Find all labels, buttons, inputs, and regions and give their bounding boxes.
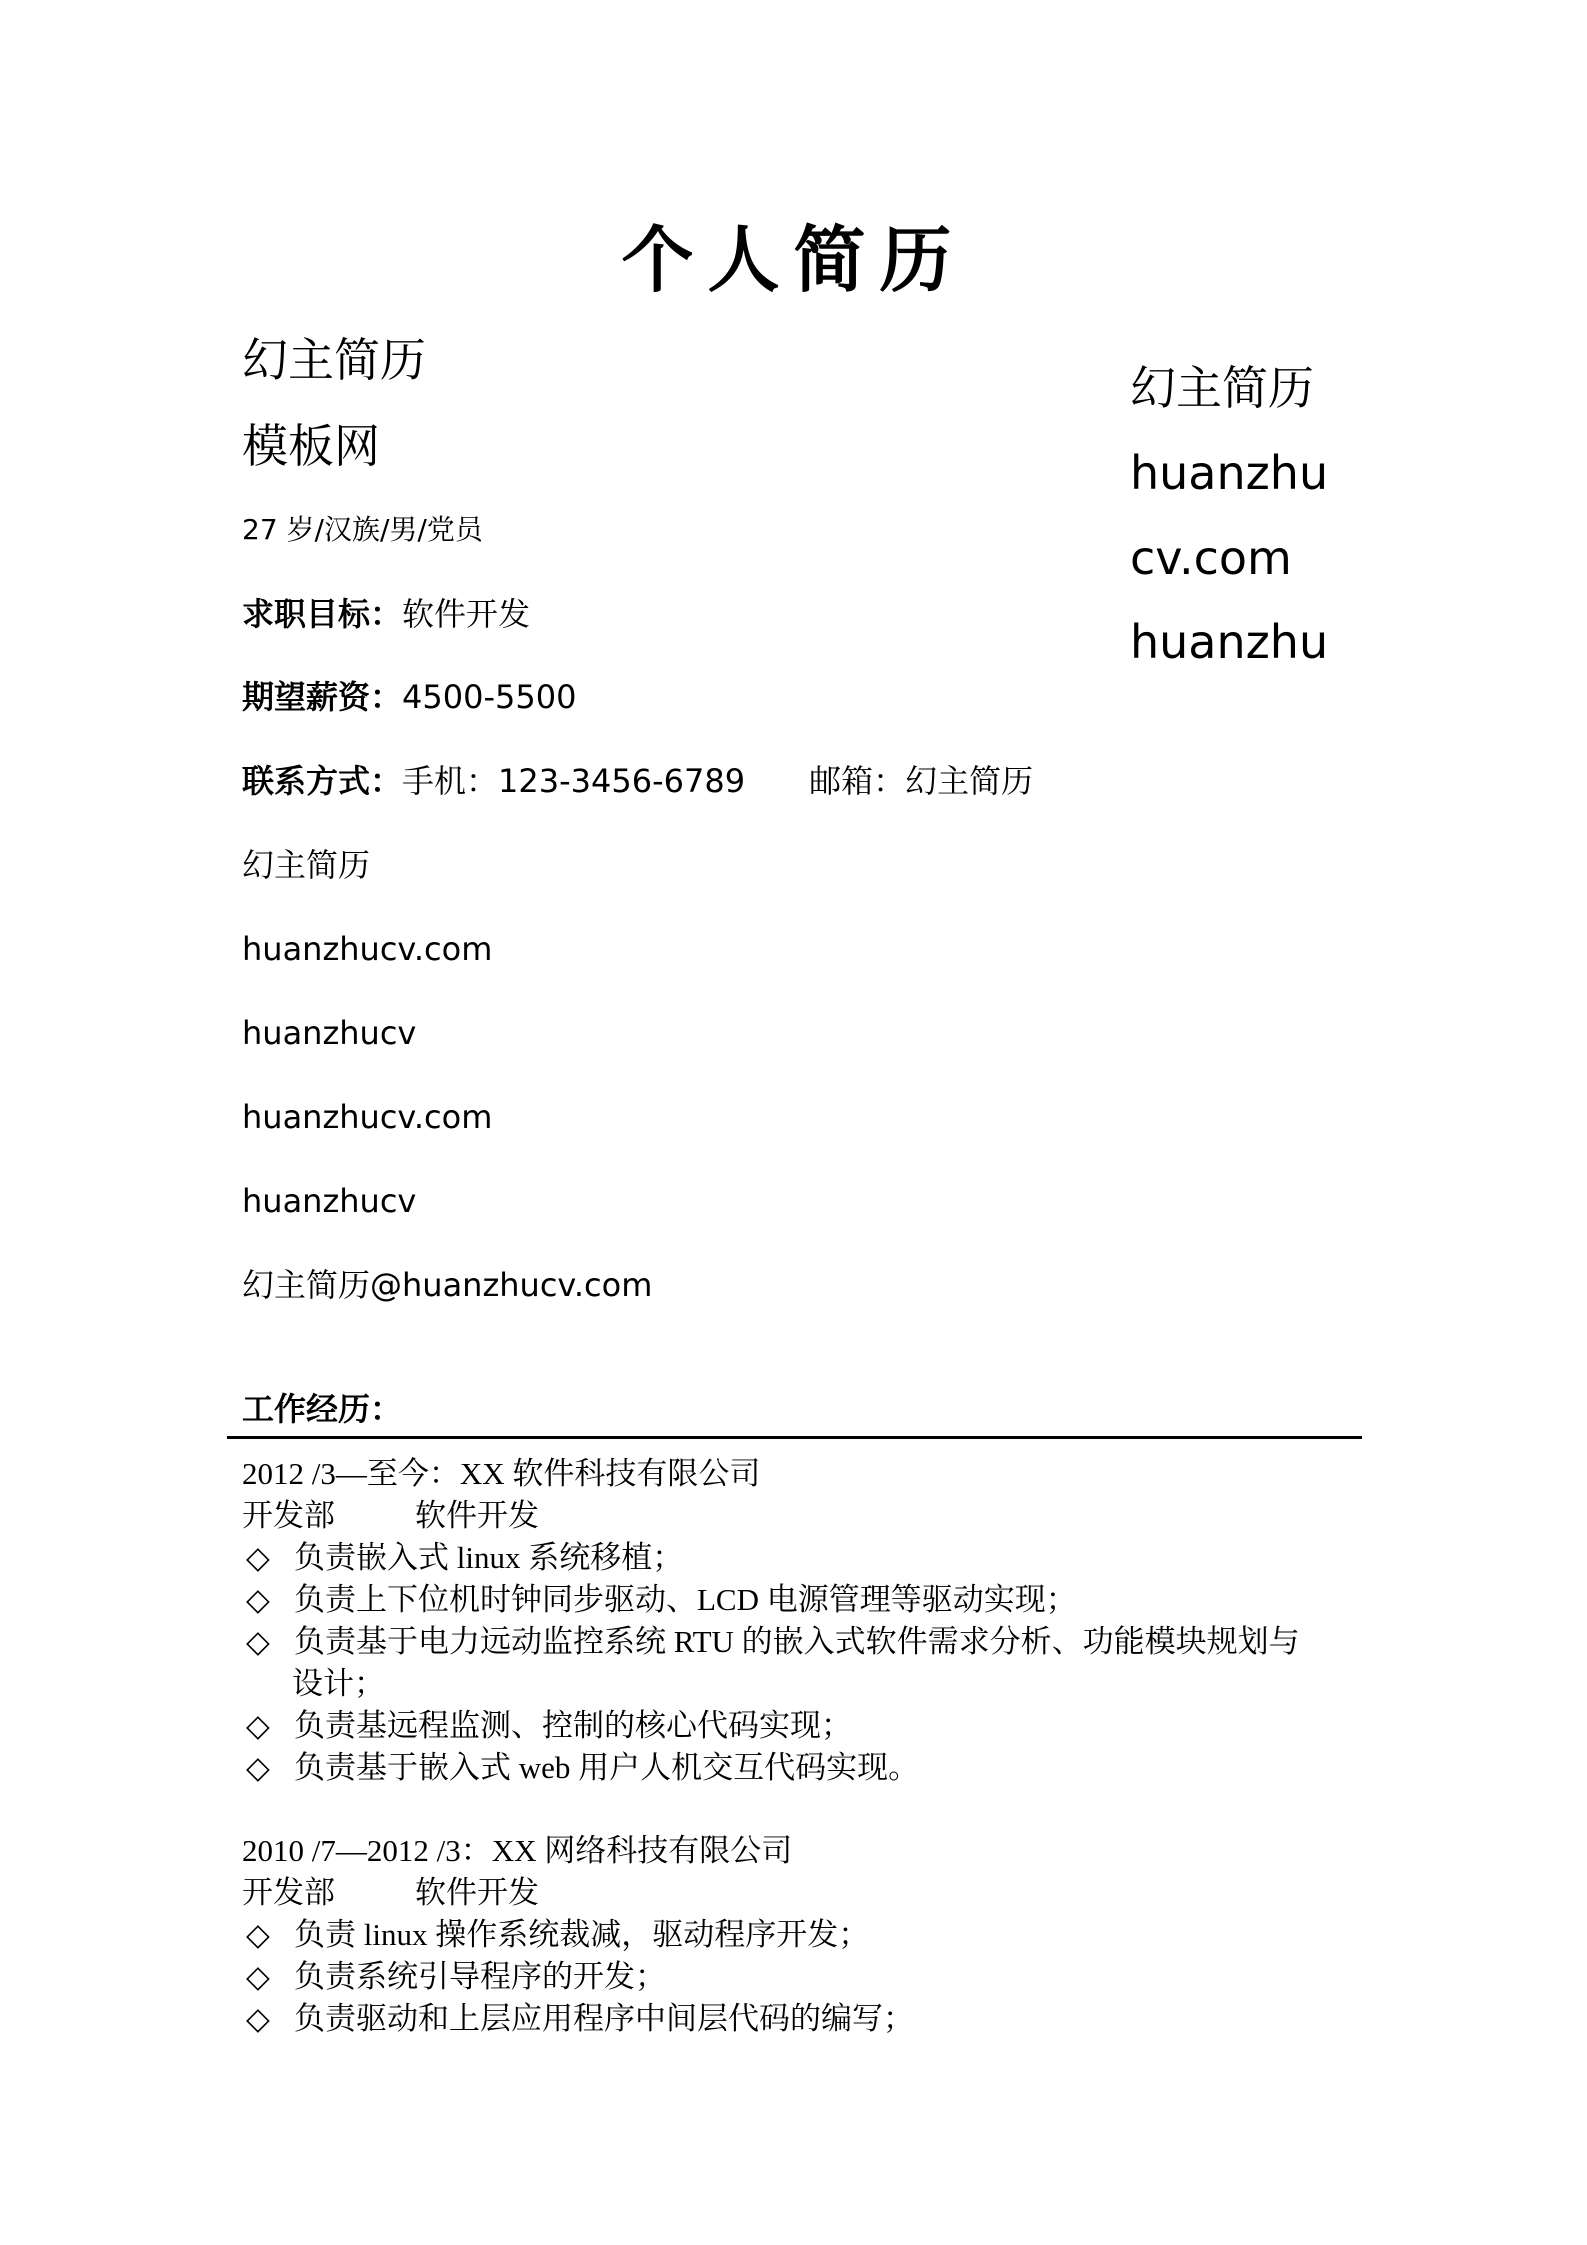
personal-info: 27 岁/汉族/男/党员 xyxy=(242,513,483,546)
job-dept-row xyxy=(242,1872,539,1914)
diamond-bullet-icon: ◇ xyxy=(246,1750,270,1785)
salary-value: 4500-5500 xyxy=(402,678,577,716)
page-title: 个人简历 xyxy=(621,217,966,302)
job-role: 软件开发 xyxy=(415,1875,539,1910)
job-title: 2012 /3—至今：XX 软件科技有限公司 xyxy=(242,1456,761,1491)
work-section-heading: 工作经历： xyxy=(242,1390,403,1428)
contact-line: 幻主简历@huanzhucv.com xyxy=(242,1266,653,1304)
section-divider xyxy=(227,1436,1362,1439)
diamond-bullet-icon: ◇ xyxy=(246,1624,270,1659)
side-text-1: 幻主简历 xyxy=(1130,361,1314,415)
contact-line: huanzhucv xyxy=(242,1014,417,1052)
contact-phone: 手机：123-3456-6789 xyxy=(402,762,746,800)
diamond-bullet-icon: ◇ xyxy=(246,1582,270,1617)
contact-email: 邮箱：幻主简历 xyxy=(809,762,1034,800)
diamond-bullet-icon: ◇ xyxy=(246,1708,270,1743)
contact-line: 幻主简历 xyxy=(242,846,371,884)
job-title: 2010 /7—2012 /3：XX 网络科技有限公司 xyxy=(242,1833,793,1868)
objective-value: 软件开发 xyxy=(402,595,531,633)
side-text-4: huanzhu xyxy=(1130,615,1329,669)
list-item: ◇ 负责驱动和上层应用程序中间层代码的编写； xyxy=(246,1998,914,2040)
name-line-1: 幻主简历 xyxy=(242,333,426,387)
objective-label: 求职目标： xyxy=(242,595,403,633)
list-item: ◇ 负责基于嵌入式 web 用户人机交互代码实现。 xyxy=(246,1747,919,1789)
diamond-bullet-icon: ◇ xyxy=(246,1540,270,1575)
salary-row xyxy=(242,675,576,719)
list-item: ◇ 负责上下位机时钟同步驱动、LCD 电源管理等驱动实现； xyxy=(246,1579,1077,1621)
contact-row xyxy=(242,759,1033,803)
contact-label: 联系方式： xyxy=(242,762,403,800)
side-text-3: cv.com xyxy=(1130,531,1292,585)
list-item: ◇ 负责基于电力远动监控系统 RTU 的嵌入式软件需求分析、功能模块规划与 xyxy=(246,1621,1300,1663)
side-text-2: huanzhu xyxy=(1130,446,1329,500)
list-item: ◇ 负责嵌入式 linux 系统移植； xyxy=(246,1537,683,1579)
name-line-2: 模板网 xyxy=(242,419,380,473)
job-role: 软件开发 xyxy=(415,1498,539,1533)
objective-row xyxy=(242,592,530,636)
job-dept: 开发部 xyxy=(242,1875,335,1910)
diamond-bullet-icon: ◇ xyxy=(246,1959,270,1994)
list-item: ◇ 负责 linux 操作系统裁减，驱动程序开发； xyxy=(246,1914,869,1956)
diamond-bullet-icon: ◇ xyxy=(246,2001,270,2036)
diamond-bullet-icon: ◇ xyxy=(246,1917,270,1952)
list-item-continuation: 设计； xyxy=(292,1666,385,1701)
job-dept-row xyxy=(242,1495,539,1537)
list-item: ◇ 负责基远程监测、控制的核心代码实现； xyxy=(246,1705,852,1747)
salary-label: 期望薪资： xyxy=(242,678,403,716)
job-dept: 开发部 xyxy=(242,1498,335,1533)
contact-line: huanzhucv.com xyxy=(242,930,493,968)
contact-line: huanzhucv.com xyxy=(242,1098,493,1136)
contact-line: huanzhucv xyxy=(242,1182,417,1220)
list-item: ◇ 负责系统引导程序的开发； xyxy=(246,1956,666,1998)
